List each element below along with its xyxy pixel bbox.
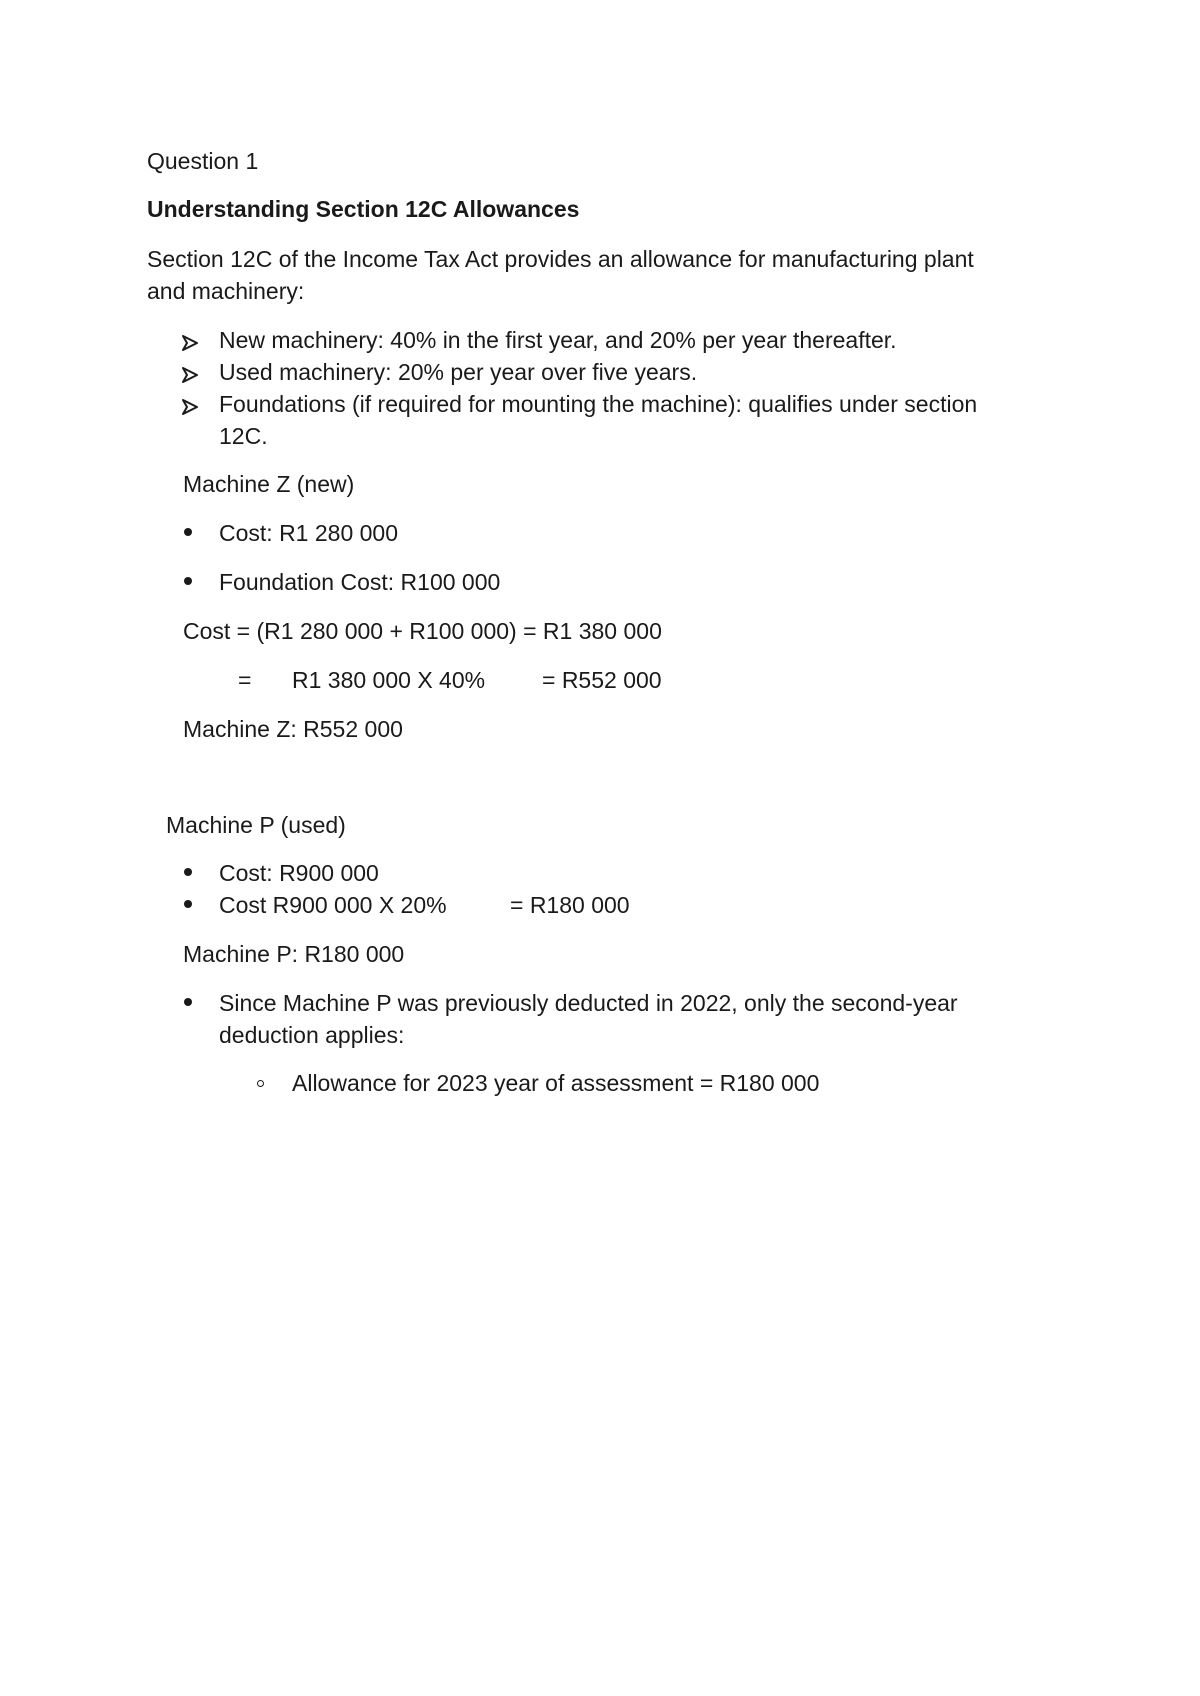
machine-p-calc-result: = R180 000 xyxy=(510,892,630,918)
bullet-dot-icon xyxy=(184,868,192,876)
intro-line-2: and machinery: xyxy=(147,278,305,304)
question-label: Question 1 xyxy=(147,148,259,174)
bullet-dot-icon xyxy=(184,998,192,1006)
machine-p-note-line-2: deduction applies: xyxy=(219,1022,405,1048)
machine-z-calc-equals: = xyxy=(238,667,252,693)
machine-p-note-line-1: Since Machine P was previously deducted in 2022, only the second-year xyxy=(219,990,958,1016)
rule-used-machinery: Used machinery: 20% per year over five years. xyxy=(219,359,698,385)
bullet-dot-icon xyxy=(184,577,192,585)
machine-p-sub-note: Allowance for 2023 year of assessment = R180 000 xyxy=(292,1070,820,1096)
intro-line-1: Section 12C of the Income Tax Act provides an allowance for manufacturing plant xyxy=(147,246,974,272)
arrow-bullet-icon xyxy=(180,365,204,385)
machine-z-calc-result: = R552 000 xyxy=(542,667,662,693)
machine-p-title: Machine P (used) xyxy=(166,812,346,838)
machine-z-title: Machine Z (new) xyxy=(183,471,355,497)
rule-new-machinery: New machinery: 40% in the first year, and 20% per year thereafter. xyxy=(219,327,897,353)
machine-p-summary: Machine P: R180 000 xyxy=(183,941,405,967)
machine-z-calc-line-1: Cost = (R1 280 000 + R100 000) = R1 380 000 xyxy=(183,618,662,644)
bullet-dot-icon xyxy=(184,528,192,536)
arrow-bullet-icon xyxy=(180,333,204,353)
machine-z-foundation: Foundation Cost: R100 000 xyxy=(219,569,501,595)
bullet-dot-icon xyxy=(184,900,192,908)
machine-p-calc-left: Cost R900 000 X 20% xyxy=(219,892,447,918)
section-heading: Understanding Section 12C Allowances xyxy=(147,196,580,222)
bullet-circle-icon xyxy=(257,1080,264,1087)
machine-z-cost: Cost: R1 280 000 xyxy=(219,520,399,546)
machine-z-calc-mid: R1 380 000 X 40% xyxy=(292,667,486,693)
arrow-bullet-icon xyxy=(180,397,204,417)
machine-p-cost: Cost: R900 000 xyxy=(219,860,379,886)
rule-foundations: Foundations (if required for mounting the machine): qualifies under section xyxy=(219,391,978,417)
rule-foundations-cont: 12C. xyxy=(219,423,268,449)
machine-z-summary: Machine Z: R552 000 xyxy=(183,716,403,742)
